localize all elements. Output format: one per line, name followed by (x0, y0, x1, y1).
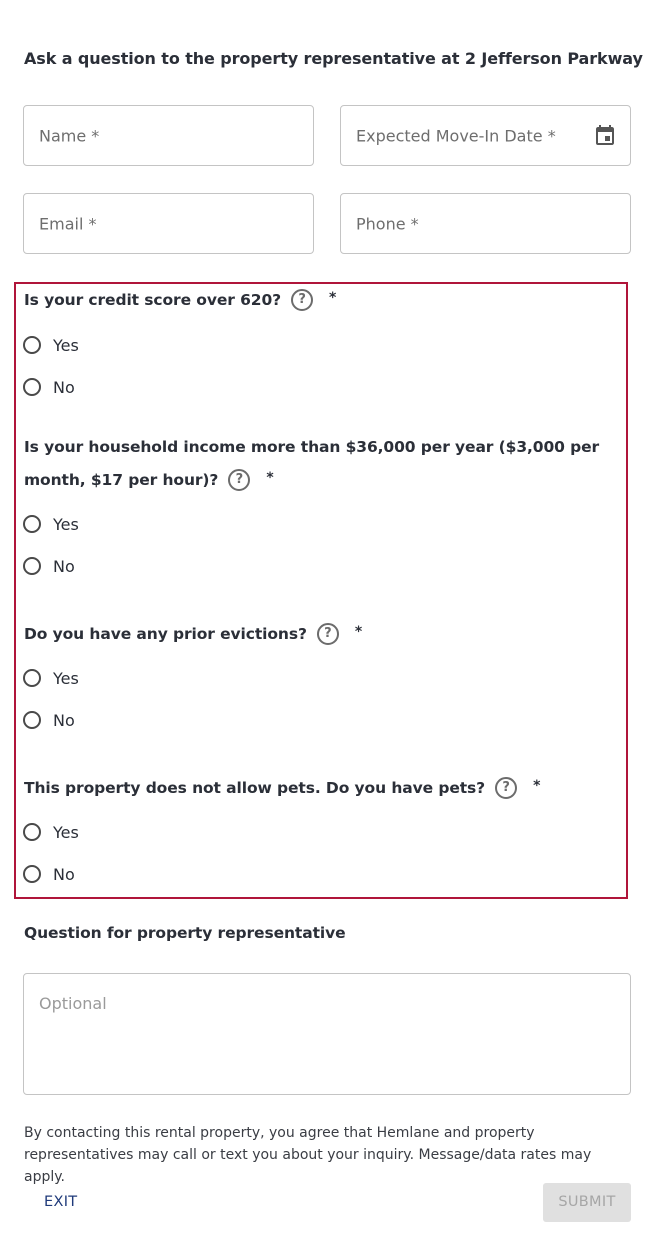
radio-label: Yes (53, 822, 79, 842)
calendar-icon[interactable] (593, 124, 617, 148)
radio-unchecked-icon[interactable] (23, 823, 41, 841)
help-circle-icon[interactable]: ? (495, 777, 517, 799)
name-input[interactable] (23, 105, 314, 166)
radio-unchecked-icon[interactable] (23, 711, 41, 729)
question-credit-score (24, 284, 624, 318)
radio-label: Yes (53, 514, 79, 534)
required-marker: * (354, 624, 363, 640)
move-in-date-input[interactable] (340, 105, 631, 166)
radio-label: No (53, 710, 75, 730)
radio-label: Yes (53, 668, 79, 688)
question-text: This property does not allow pets. Do you have pets? (24, 779, 486, 797)
contact-disclaimer: By contacting this rental property, you agree that Hemlane and property representatives may call or text you about your inquiry. Message/data rates may apply. (24, 1125, 592, 1185)
required-marker: * (533, 778, 541, 794)
radio-label: No (53, 377, 75, 397)
radio-unchecked-icon[interactable] (23, 557, 41, 575)
radio-credit-yes[interactable] (23, 334, 79, 356)
question-pets (24, 772, 624, 806)
radio-label: No (53, 864, 75, 884)
radio-income-no[interactable] (23, 555, 75, 577)
question-text: Is your credit score over 620? (24, 291, 282, 309)
required-marker: * (266, 470, 274, 486)
help-circle-icon[interactable]: ? (317, 623, 339, 645)
radio-income-yes[interactable] (23, 513, 79, 535)
radio-label: No (53, 556, 75, 576)
phone-placeholder: Phone * (356, 214, 419, 233)
radio-unchecked-icon[interactable] (23, 515, 41, 533)
radio-unchecked-icon[interactable] (23, 669, 41, 687)
radio-evictions-no[interactable] (23, 709, 75, 731)
exit-button[interactable]: EXIT (44, 1194, 78, 1210)
required-marker: * (329, 290, 337, 306)
radio-pets-no[interactable] (23, 863, 75, 885)
help-circle-icon[interactable]: ? (228, 469, 250, 491)
radio-pets-yes[interactable] (23, 821, 79, 843)
move-in-date-placeholder: Expected Move-In Date * (356, 126, 556, 145)
radio-unchecked-icon[interactable] (23, 865, 41, 883)
help-circle-icon[interactable]: ? (291, 289, 313, 311)
question-text: Is your household income more than $36,000 per year ($3,000 per month, $17 per hour)? (24, 438, 600, 489)
question-household-income (24, 431, 624, 498)
radio-unchecked-icon[interactable] (23, 378, 41, 396)
submit-button[interactable]: SUBMIT (543, 1183, 631, 1222)
prescreen-questions-box (14, 282, 628, 899)
question-text: Do you have any prior evictions? (24, 625, 307, 643)
question-for-representative-label: Question for property representative (24, 924, 346, 942)
question-textarea[interactable] (23, 973, 631, 1095)
email-input[interactable] (23, 193, 314, 254)
radio-label: Yes (53, 335, 79, 355)
radio-unchecked-icon[interactable] (23, 336, 41, 354)
question-prior-evictions (24, 618, 624, 652)
form-heading: Ask a question to the property representative at 2 Jefferson Parkway (24, 49, 643, 68)
radio-evictions-yes[interactable] (23, 667, 79, 689)
question-textarea-placeholder: Optional (39, 994, 107, 1013)
phone-input[interactable] (340, 193, 631, 254)
email-placeholder: Email * (39, 214, 97, 233)
name-placeholder: Name * (39, 126, 100, 145)
radio-credit-no[interactable] (23, 376, 75, 398)
